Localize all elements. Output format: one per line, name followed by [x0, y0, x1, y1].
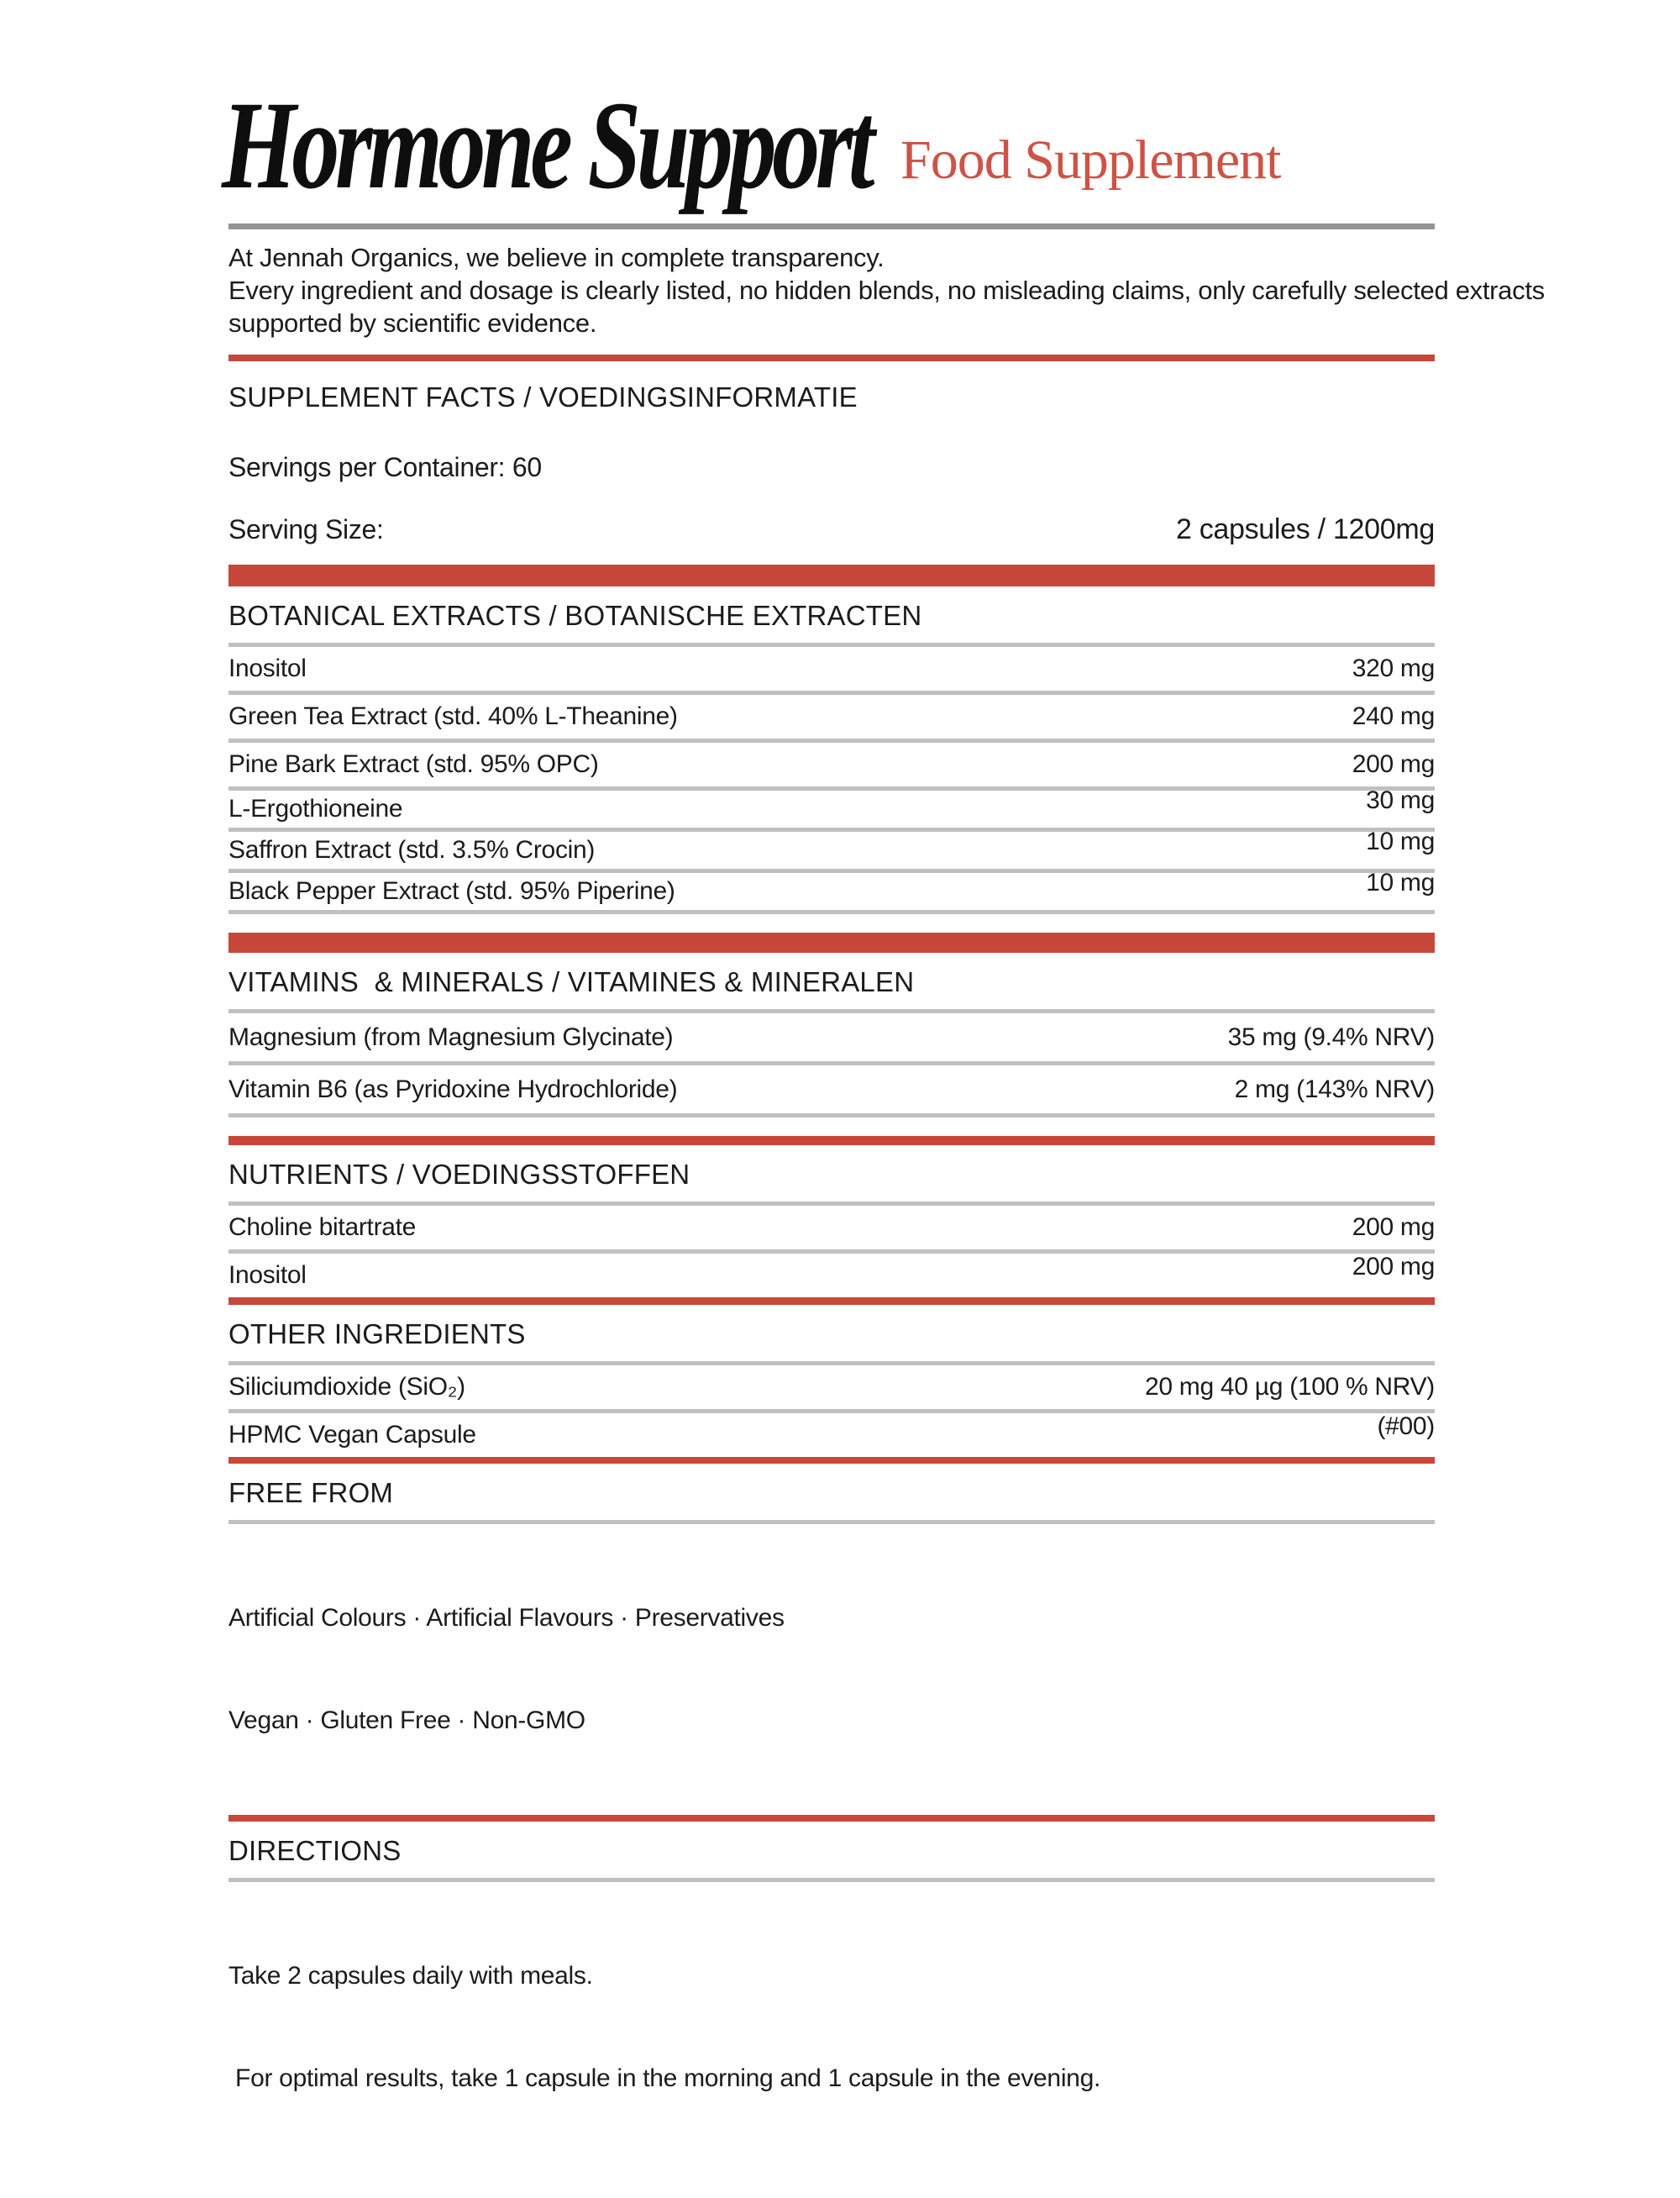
serving-size-value: 2 capsules / 1200mg: [1175, 513, 1435, 545]
ingredient-amount: 320 mg: [1352, 655, 1435, 682]
table-row: [228, 1254, 1435, 1297]
table-row: [228, 1065, 1435, 1113]
section-heading: NUTRIENTS / VOEDINGSSTOFFEN: [228, 1159, 690, 1190]
section-heading: FREE FROM: [228, 1477, 394, 1508]
ingredient-name: Vitamin B6 (as Pyridoxine Hydrochloride): [228, 1075, 678, 1103]
row-divider: [228, 1520, 1435, 1524]
ingredient-name: Green Tea Extract (std. 40% L-Theanine): [228, 702, 678, 730]
ingredient-amount: 30 mg: [1366, 786, 1435, 814]
intro-line: Every ingredient and dosage is clearly listed, no hidden blends, no misleading claims, only carefully selected extracts: [228, 276, 1545, 305]
section-red-bar: [228, 565, 1435, 586]
section-red-bar: [228, 1457, 1435, 1464]
ingredient-amount: 2 mg (143% NRV): [1234, 1075, 1435, 1103]
row-divider: [228, 1878, 1435, 1882]
table-row: [228, 1013, 1435, 1061]
section-directions: [228, 1815, 1435, 2198]
ingredient-name: L-Ergothioneine: [228, 795, 403, 823]
row-divider: [228, 910, 1435, 914]
product-subtitle: Food Supplement: [900, 129, 1281, 191]
section-heading: BOTANICAL EXTRACTS / BOTANISCHE EXTRACTEN: [228, 600, 922, 631]
section-heading: VITAMINS & MINERALS / VITAMINES & MINERALEN: [228, 966, 915, 997]
serving-size-label: Serving Size:: [228, 514, 384, 544]
table-row: [228, 695, 1435, 739]
section-red-bar: [228, 933, 1435, 953]
ingredient-name: Saffron Extract (std. 3.5% Crocin): [228, 836, 596, 864]
directions-line: For optimal results, take 1 capsule in the morning and 1 capsule in the evening.: [228, 2064, 1100, 2092]
table-row: [228, 647, 1435, 691]
intro-line: At Jennah Organics, we believe in complete transparency.: [228, 243, 885, 272]
section-red-bar: [228, 1297, 1435, 1305]
table-row: [228, 1206, 1435, 1249]
table-row: [228, 743, 1435, 786]
brand-header: [222, 0, 1435, 215]
section-heading: OTHER INGREDIENTS: [228, 1318, 526, 1349]
table-row: [228, 1365, 1435, 1409]
section-free-from: [228, 1457, 1435, 1806]
intro-line: supported by scientific evidence.: [228, 308, 597, 338]
product-title: Hormone Support: [222, 76, 871, 215]
header-divider: [228, 223, 1435, 229]
section-other-ingredients: [228, 1297, 1435, 1457]
ingredient-amount: 10 mg: [1366, 828, 1435, 855]
ingredient-name: Inositol: [228, 655, 307, 682]
free-from-list: [228, 1534, 1435, 1806]
row-divider: [228, 1113, 1435, 1117]
directions-line: Take 2 capsules daily with meals.: [228, 1962, 593, 1990]
ingredient-name: Magnesium (from Magnesium Glycinate): [228, 1023, 674, 1051]
free-from-line: Artificial Colours · Artificial Flavours · Preservatives: [228, 1604, 785, 1632]
supplement-facts-heading: SUPPLEMENT FACTS / VOEDINGSINFORMATIE: [228, 381, 858, 413]
section-red-bar: [228, 1136, 1435, 1145]
ingredient-name: Inositol: [228, 1261, 307, 1289]
ingredient-amount: 200 mg: [1352, 1253, 1435, 1280]
intro-red-divider: [228, 355, 1435, 361]
ingredient-amount: 20 mg 40 µg (100 % NRV): [1145, 1373, 1435, 1401]
ingredient-amount: 200 mg: [1352, 750, 1435, 778]
ingredient-name: Black Pepper Extract (std. 95% Piperine): [228, 877, 675, 905]
intro-paragraph: [228, 241, 1545, 339]
directions-text: [228, 1892, 1435, 2164]
ingredient-amount: (#00): [1377, 1412, 1435, 1440]
table-row: [228, 828, 1435, 869]
ingredient-name: Choline bitartrate: [228, 1213, 417, 1241]
section-red-bar: [228, 1815, 1435, 1822]
ingredient-name: Siliciumdioxide (SiO₂): [228, 1373, 465, 1401]
ingredient-amount: 200 mg: [1352, 1213, 1435, 1241]
section-vitamins-minerals: [228, 933, 1435, 1117]
ingredient-amount: 240 mg: [1352, 702, 1435, 730]
free-from-line: Vegan · Gluten Free · Non-GMO: [228, 1706, 585, 1734]
table-row: [228, 786, 1435, 828]
serving-size-row: [228, 513, 1435, 546]
section-botanical-extracts: [228, 565, 1435, 914]
ingredient-amount: 10 mg: [1366, 869, 1435, 897]
section-heading: DIRECTIONS: [228, 1835, 402, 1866]
servings-per-container: Servings per Container: 60: [228, 452, 542, 482]
table-row: [228, 869, 1435, 910]
ingredient-name: Pine Bark Extract (std. 95% OPC): [228, 750, 599, 778]
ingredient-amount: 35 mg (9.4% NRV): [1227, 1023, 1435, 1051]
section-nutrients: [228, 1136, 1435, 1297]
label-content: [222, 0, 1545, 2198]
table-row: [228, 1413, 1435, 1457]
ingredient-name: HPMC Vegan Capsule: [228, 1421, 476, 1449]
